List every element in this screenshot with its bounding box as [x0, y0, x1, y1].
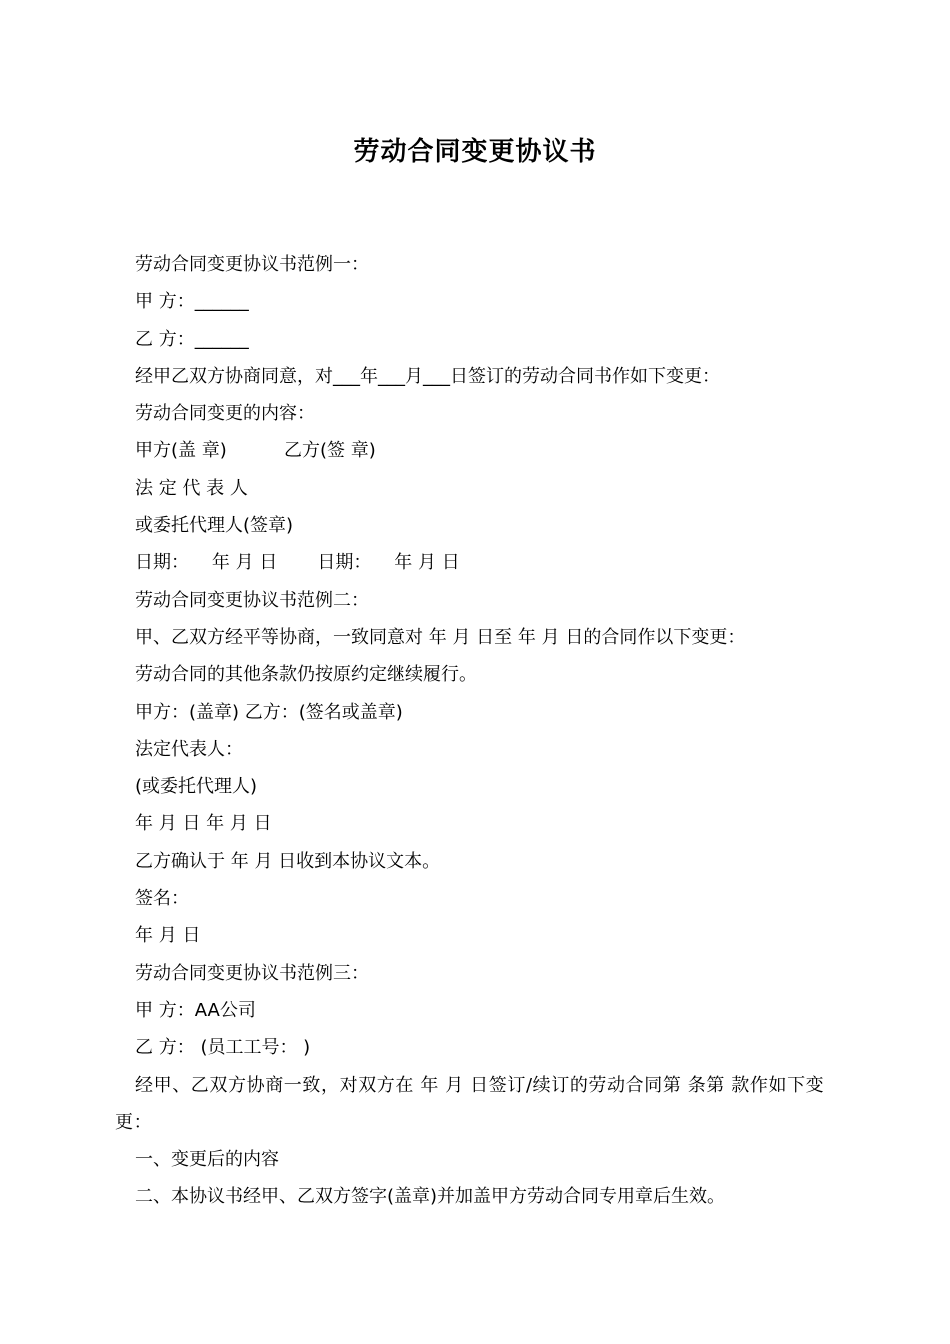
party-a-line: 甲 方：______: [135, 291, 249, 313]
agreement-statement: 经甲乙双方协商同意，对___年___月___日签订的劳动合同书作如下变更：: [135, 365, 720, 387]
legal-representative-line: 法定代表人：: [135, 738, 243, 760]
agreement-statement: 甲、乙双方经平等协商，一致同意对 年 月 日至 年 月 日的合同作以下变更：: [135, 626, 746, 648]
example-1-heading: 劳动合同变更协议书范例一：: [135, 254, 369, 275]
clause-1: 一、变更后的内容: [135, 1149, 279, 1171]
date-line: 日期： 年 月 日 日期： 年 月 日: [135, 552, 460, 574]
party-b-line: 乙 方： (员工工号： ): [135, 1037, 311, 1059]
example-3-heading: 劳动合同变更协议书范例三：: [135, 962, 369, 984]
document-body: [115, 246, 845, 1216]
date-line: 年 月 日 年 月 日: [135, 813, 272, 835]
party-a-line: 甲 方：AA公司: [135, 999, 256, 1021]
agent-signature-line: 或委托代理人(签章): [135, 515, 294, 537]
agreement-statement: 经甲、乙双方协商一致，对双方在 年 月 日签订/续订的劳动合同第 条第 款作如下变更：: [115, 1074, 825, 1133]
agent-line: (或委托代理人): [135, 776, 258, 798]
example-2-heading: 劳动合同变更协议书范例二：: [135, 589, 369, 611]
change-content-label: 劳动合同变更的内容：: [135, 403, 315, 425]
date-line: 年 月 日: [135, 925, 201, 947]
legal-representative-line: 法 定 代 表 人: [135, 477, 248, 499]
page-title: 劳动合同变更协议书: [353, 137, 597, 167]
party-b-line: 乙 方：______: [135, 328, 249, 350]
seal-line: 甲方(盖 章) 乙方(签 章): [135, 440, 376, 462]
clause-2: 二、本协议书经甲、乙双方签字(盖章)并加盖甲方劳动合同专用章后生效。: [135, 1186, 726, 1208]
seal-line: 甲方：(盖章) 乙方：(签名或盖章): [135, 701, 403, 723]
receipt-confirmation: 乙方确认于 年 月 日收到本协议文本。: [135, 850, 441, 872]
signature-label: 签名：: [135, 888, 189, 910]
other-terms-statement: 劳动合同的其他条款仍按原约定继续履行。: [135, 664, 477, 686]
